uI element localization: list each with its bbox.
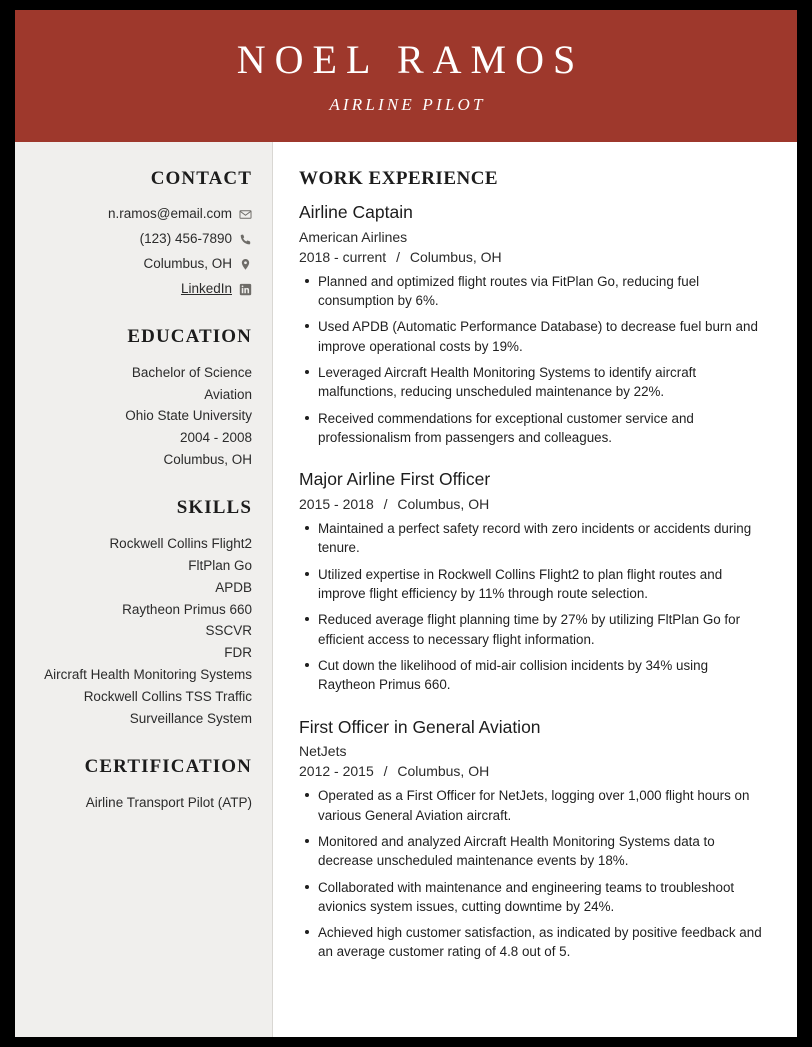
job-bullet: Cut down the likelihood of mid-air collision incidents by 34% using Raytheon Primus 660. bbox=[316, 656, 769, 695]
linkedin-icon[interactable] bbox=[239, 283, 252, 296]
resume-main bbox=[273, 142, 797, 1037]
job-entry bbox=[299, 469, 769, 694]
resume-document bbox=[15, 10, 797, 1037]
resume-body bbox=[15, 142, 797, 1037]
contact-heading: CONTACT bbox=[150, 168, 252, 189]
job-title: Major Airline First Officer bbox=[299, 469, 491, 490]
work-experience-heading: WORK EXPERIENCE bbox=[299, 168, 499, 189]
email-text: n.ramos@email.com bbox=[108, 206, 232, 221]
phone-icon bbox=[239, 233, 252, 246]
job-bullet: Collaborated with maintenance and engineering teams to troubleshoot avionics system issues, cutting downtime by 24%. bbox=[316, 878, 769, 917]
skill-item: Raytheon Primus 660 bbox=[122, 601, 252, 617]
job-dates: 2015 - 2018 bbox=[299, 496, 374, 513]
education-section bbox=[33, 326, 252, 471]
skill-item: Rockwell Collins TSS Traffic Surveillance System bbox=[83, 689, 252, 726]
skills-section bbox=[33, 497, 252, 730]
candidate-job-title: AIRLINE PILOT bbox=[329, 94, 486, 114]
job-location: Columbus, OH bbox=[397, 763, 490, 780]
job-entry bbox=[299, 202, 769, 447]
job-location: Columbus, OH bbox=[397, 496, 490, 513]
job-bullet: Leveraged Aircraft Health Monitoring Systems to identify aircraft malfunctions, reducing unscheduled maintenance by 22%. bbox=[316, 363, 769, 402]
education-location: Columbus, OH bbox=[163, 452, 252, 468]
job-dates: 2012 - 2015 bbox=[299, 763, 374, 780]
contact-item-email bbox=[33, 204, 252, 225]
job-title: First Officer in General Aviation bbox=[299, 716, 541, 737]
job-bullet: Maintained a perfect safety record with zero incidents or accidents during tenure. bbox=[316, 519, 769, 558]
job-bullet: Reduced average flight planning time by 27% by utilizing FltPlan Go for efficient access to necessary flight information. bbox=[316, 610, 769, 649]
job-meta-separator: / bbox=[383, 763, 388, 780]
education-heading: EDUCATION bbox=[127, 325, 252, 347]
skill-item: FDR bbox=[224, 645, 252, 661]
job-entry bbox=[299, 717, 769, 962]
skill-item: Rockwell Collins Flight2 bbox=[109, 535, 252, 551]
job-location: Columbus, OH bbox=[409, 248, 502, 265]
certification-item: Airline Transport Pilot (ATP) bbox=[85, 794, 252, 810]
job-bullet: Received commendations for exceptional customer service and professionalism from passengers and colleagues. bbox=[316, 409, 769, 448]
linkedin-link-text[interactable]: LinkedIn bbox=[180, 280, 232, 296]
job-meta-separator: / bbox=[396, 248, 400, 265]
job-bullet: Achieved high customer satisfaction, as indicated by positive feedback and an average customer rating of 4.8 out of 5. bbox=[316, 923, 769, 962]
skill-item: APDB bbox=[215, 579, 252, 595]
job-bullet: Operated as a First Officer for NetJets, logging over 1,000 flight hours on various General Aviation aircraft. bbox=[316, 786, 769, 825]
job-bullet: Monitored and analyzed Aircraft Health Monitoring Systems data to decrease unscheduled maintenance events by 18%. bbox=[316, 832, 769, 871]
location-pin-icon bbox=[239, 258, 252, 271]
contact-item-linkedin[interactable] bbox=[33, 279, 252, 300]
education-field: Aviation bbox=[204, 386, 252, 402]
education-dates: 2004 - 2008 bbox=[179, 430, 252, 446]
job-bullet: Utilized expertise in Rockwell Collins Flight2 to plan flight routes and improve flight efficiency by 11% through route selection. bbox=[316, 565, 769, 604]
skill-item: FltPlan Go bbox=[188, 557, 252, 573]
skill-item: SSCVR bbox=[205, 623, 252, 639]
job-bullet: Planned and optimized flight routes via FitPlan Go, reducing fuel consumption by 6%. bbox=[316, 272, 769, 311]
phone-text: (123) 456-7890 bbox=[139, 230, 232, 246]
skills-heading: SKILLS bbox=[176, 496, 252, 518]
job-title: Airline Captain bbox=[299, 202, 413, 222]
job-meta bbox=[299, 249, 769, 265]
job-dates: 2018 - current bbox=[299, 248, 387, 265]
job-meta bbox=[299, 496, 769, 512]
job-company: NetJets bbox=[299, 743, 347, 760]
envelope-icon bbox=[239, 208, 252, 221]
location-text: Columbus, OH bbox=[143, 255, 232, 271]
education-school: Ohio State University bbox=[125, 408, 252, 424]
job-bullets bbox=[299, 272, 769, 447]
job-company: American Airlines bbox=[299, 228, 408, 245]
job-bullets bbox=[299, 519, 769, 694]
contact-section bbox=[33, 168, 252, 300]
certification-heading: CERTIFICATION bbox=[84, 755, 252, 777]
job-meta bbox=[299, 763, 769, 779]
skill-item: Aircraft Health Monitoring Systems bbox=[44, 667, 252, 683]
resume-header bbox=[15, 10, 797, 142]
job-bullets bbox=[299, 786, 769, 961]
contact-item-phone bbox=[33, 229, 252, 250]
job-bullet: Used APDB (Automatic Performance Database) to decrease fuel burn and improve operational costs by 19%. bbox=[316, 317, 769, 356]
contact-item-location bbox=[33, 254, 252, 275]
certification-section bbox=[33, 756, 252, 814]
resume-sidebar bbox=[15, 142, 273, 1037]
job-meta-separator: / bbox=[383, 496, 388, 513]
education-degree: Bachelor of Science bbox=[131, 364, 252, 380]
candidate-name: NOEL RAMOS bbox=[236, 36, 585, 82]
